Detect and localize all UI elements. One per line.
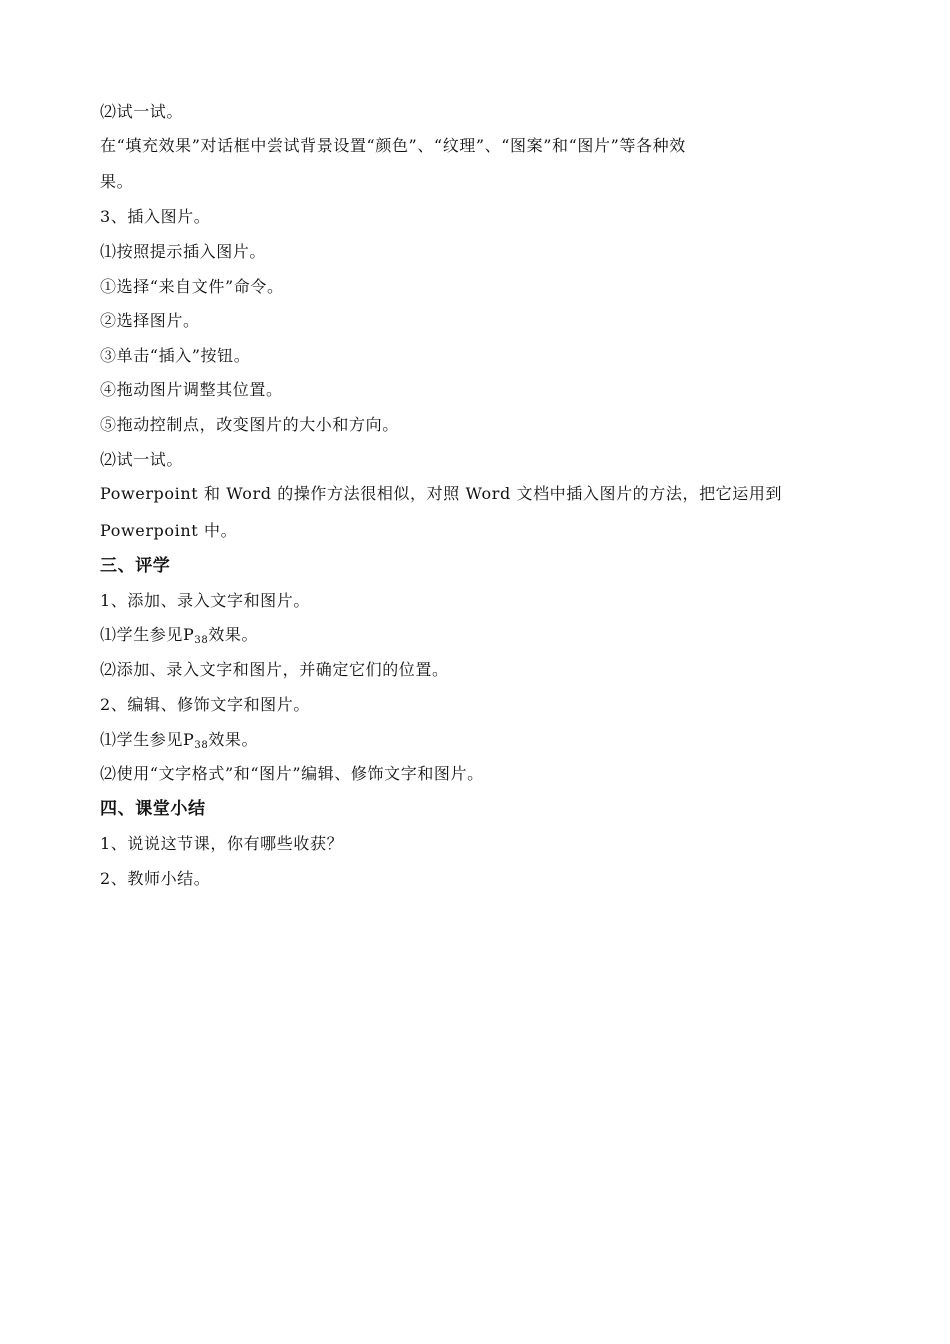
eval-item-1: 1、添加、录入文字和图片。 [100, 591, 310, 610]
step-drag-handles: ⑤拖动控制点，改变图片的大小和方向。 [100, 415, 399, 434]
powerpoint-word-comparison: Powerpoint 和 Word 的操作方法很相似，对照 Word 文档中插入图片的方法，把它运用到 [100, 484, 783, 503]
fill-effects-instruction: 在“填充效果”对话框中尝试背景设置“颜色”、“纹理”、“图案”和“图片”等各种效 [100, 136, 686, 155]
summary-item-1: 1、说说这节课，你有哪些收获？ [100, 834, 344, 853]
step-select-picture: ②选择图片。 [100, 311, 200, 330]
section-3-insert-picture: 3、插入图片。 [100, 207, 211, 226]
step-select-from-file: ①选择“来自文件”命令。 [100, 277, 284, 296]
section-heading-evaluation: 三、评学 [100, 556, 171, 576]
step-click-insert: ③单击“插入”按钮。 [100, 346, 251, 365]
summary-item-2: 2、教师小结。 [100, 869, 211, 888]
eval-item-2-step-2: ⑵使用“文字格式”和“图片”编辑、修饰文字和图片。 [100, 764, 484, 783]
section-heading-summary: 四、课堂小结 [100, 799, 206, 819]
fill-effects-instruction-cont: 果。 [100, 172, 134, 191]
eval-item-1-step-1: ⑴学生参见$P_{38}$效果。 [100, 625, 259, 646]
step-2-try-it-again: ⑵试一试。 [100, 450, 184, 469]
eval-item-2-step-1: ⑴学生参见$P_{38}$效果。 [100, 730, 259, 751]
step-1-insert-by-prompt: ⑴按照提示插入图片。 [100, 242, 267, 261]
step-drag-position: ④拖动图片调整其位置。 [100, 380, 283, 399]
eval-item-1-step-2: ⑵添加、录入文字和图片，并确定它们的位置。 [100, 660, 449, 679]
eval-item-2: 2、编辑、修饰文字和图片。 [100, 695, 310, 714]
step-2-try-it: ⑵试一试。 [100, 102, 184, 121]
powerpoint-word-comparison-cont: Powerpoint 中。 [100, 521, 238, 540]
